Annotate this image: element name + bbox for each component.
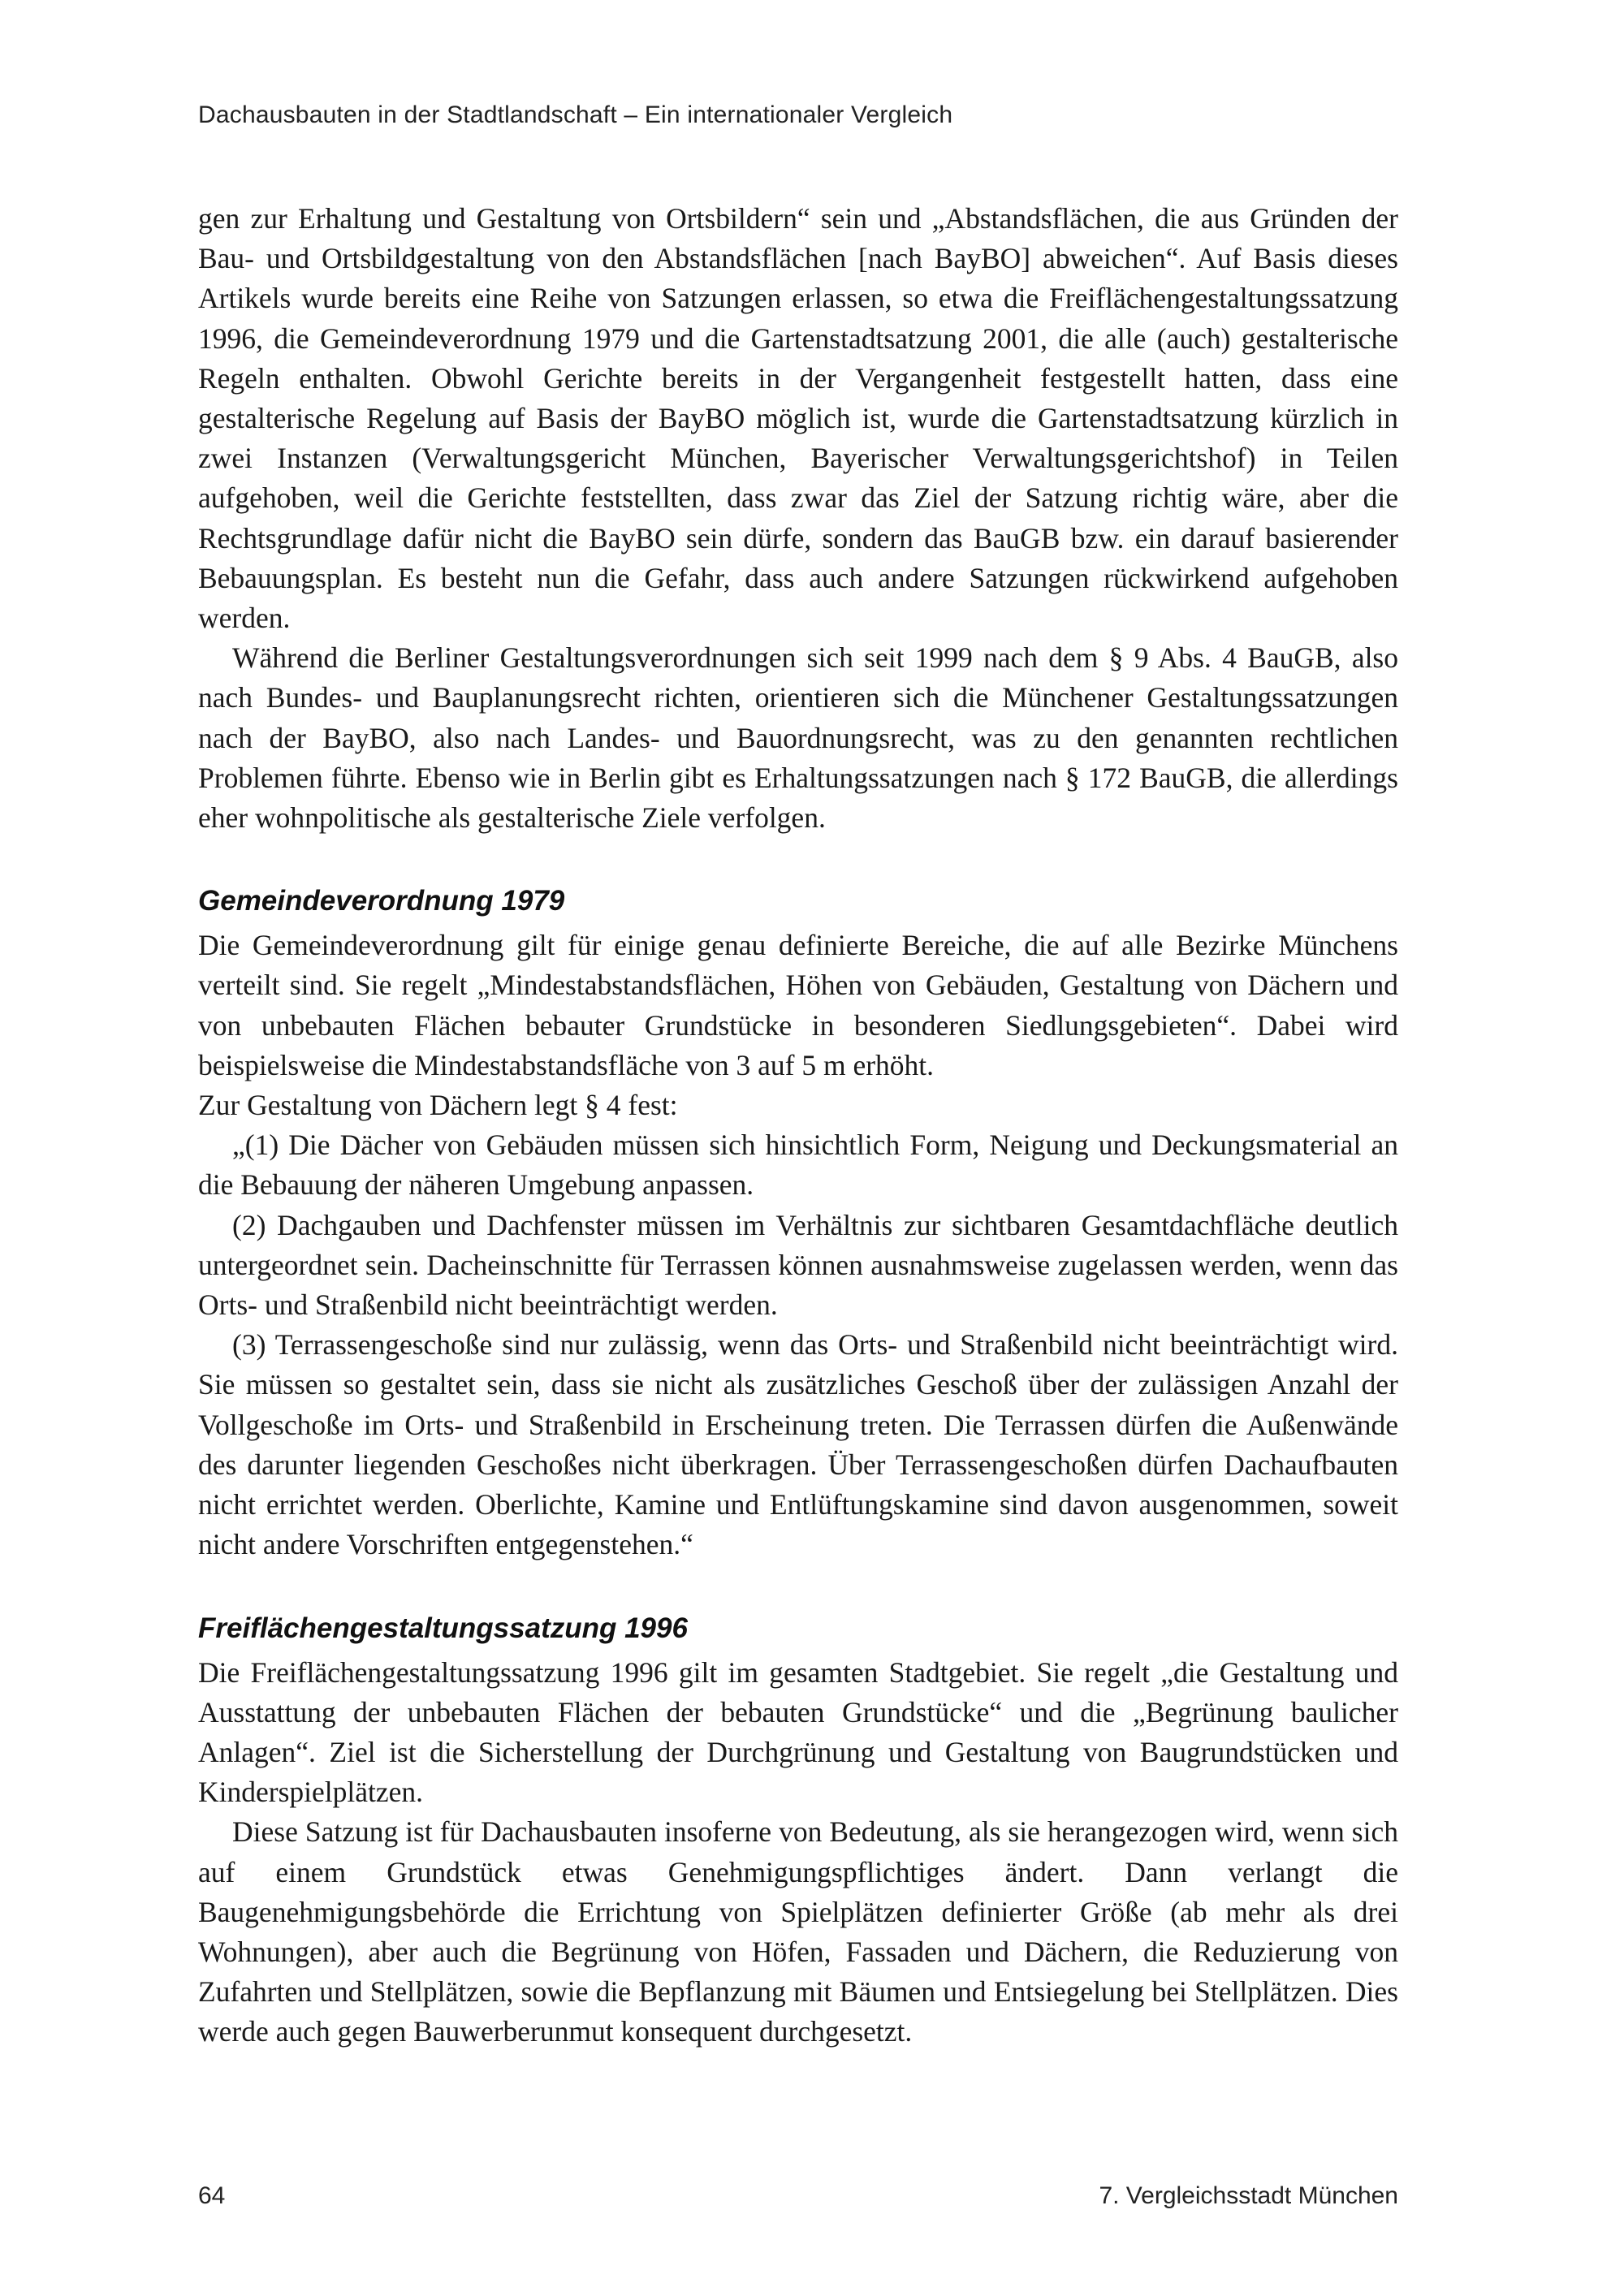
running-header: Dachausbauten in der Stadtlandschaft – Ein internationaler Vergleich [198, 101, 953, 128]
section-heading-freiflaechengestaltungssatzung: Freiflächengestaltungssatzung 1996 [198, 1612, 688, 1644]
quote-paragraph: (3) Terrassengeschoße sind nur zulässig, wenn das Orts- und Straßenbild nicht beeinträchtigt wird. Sie müssen so gestaltet sein, dass sie nicht als zusätzliches Geschoß über der zulässigen Anzahl der Vollgeschoße im Orts- und Straßenbild in Erscheinung treten. Die Terrassen dürfen die Außenwände des darunter liegenden Geschoßes nicht überkragen. Über Terrassengeschoßen dürfen Dachaufbauten nicht errichtet werden. Oberlichte, Kamine und Entlüftungskamine sind davon ausgenommen, soweit nicht andere Vorschriften entgegenstehen.“ [198, 1328, 1398, 1561]
paragraph: Diese Satzung ist für Dachausbauten insoferne von Bedeutung, als sie herangezogen wird, wenn sich auf einem Grundstück etwas Genehmigungspflichtiges ändert. Dann verlangt die Baugenehmigungsbehörde die Errichtung von Spielplätzen definierter Größe (ab mehr als drei Wohnungen), aber auch die Begrünung von Höfen, Fassaden und Dächern, die Reduzierung von Zufahrten und Stellplätzen, sowie die Bepflanzung mit Bäumen und Entsiegelung bei Stellplätzen. Dies werde auch gegen Bauwerberunmut konsequent durchgesetzt. [198, 1815, 1398, 2048]
paragraph: Zur Gestaltung von Dächern legt § 4 fest: [198, 1089, 678, 1122]
section-heading-gemeindeverordnung: Gemeindeverordnung 1979 [198, 885, 565, 917]
quote-paragraph: (2) Dachgauben und Dachfenster müssen im Verhältnis zur sichtbaren Gesamtdachfläche deutlich untergeordnet sein. Dacheinschnitte für Terrassen können ausnahmsweise zugelassen werden, wenn das Orts- und Straßenbild nicht beeinträchtigt werden. [198, 1208, 1398, 1322]
paragraph: Während die Berliner Gestaltungsverordnungen sich seit 1999 nach dem § 9 Abs. 4 BauGB, also nach Bundes- und Bauplanungsrecht richten, orientieren sich die Münchener Gestaltungssatzungen nach der BayBO, also nach Landes- und Bauordnungsrecht, was zu den genannten rechtlichen Problemen führte. Ebenso wie in Berlin gibt es Erhaltungssatzungen nach § 172 BauGB, die allerdings eher wohnpolitische als gestalterische Ziele verfolgen. [198, 641, 1398, 835]
chapter-title: 7. Vergleichsstadt München [1099, 2182, 1398, 2209]
paragraph: Die Gemeindeverordnung gilt für einige genau definierte Bereiche, die auf alle Bezirke Münchens verteilt sind. Sie regelt „Mindestabstandsflächen, Höhen von Gebäuden, Gestaltung von Dächern und von unbebauten Flächen bebauter Grundstücke in besonderen Siedlungsgebieten“. Dabei wird beispielsweise die Mindestabstandsfläche von 3 auf 5 m erhöht. [198, 929, 1398, 1081]
paragraph: gen zur Erhaltung und Gestaltung von Ortsbildern“ sein und „Abstandsflächen, die aus Gründen der Bau- und Ortsbildgestaltung von den Abstandsflächen [nach BayBO] abweichen“. Auf Basis dieses Artikels wurde bereits eine Reihe von Satzungen erlassen, so etwa die Freiflächengestaltungssatzung 1996, die Gemeindeverordnung 1979 und die Gartenstadtsatzung 2001, die alle (auch) gestalterische Regeln enthalten. Obwohl Gerichte bereits in der Vergangenheit festgestellt hatten, dass eine gestalterische Regelung auf Basis der BayBO möglich ist, wurde die Gartenstadtsatzung kürzlich in zwei Instanzen (Verwaltungsgericht München, Bayerischer Verwaltungsgerichtshof) in Teilen aufgehoben, weil die Gerichte feststellten, dass zwar das Ziel der Satzung richtig wäre, aber die Rechtsgrundlage dafür nicht die BayBO sein dürfe, sondern das BauGB bzw. ein darauf basierender Bebauungsplan. Es besteht nun die Gefahr, dass auch andere Satzungen rückwirkend aufgehoben werden. [198, 202, 1398, 635]
body-text [198, 199, 1398, 2052]
quote-paragraph: „(1) Die Dächer von Gebäuden müssen sich hinsichtlich Form, Neigung und Deckungsmaterial an die Bebauung der näheren Umgebung anpassen. [198, 1129, 1398, 1202]
paragraph: Die Freiflächengestaltungssatzung 1996 gilt im gesamten Stadtgebiet. Sie regelt „die Gestaltung und Ausstattung der unbebauten Flächen der bebauten Grundstücke“ und die „Begrünung baulicher Anlagen“. Ziel ist die Sicherstellung der Durchgrünung und Gestaltung von Baugrundstücken und Kinderspielplätzen. [198, 1655, 1398, 1809]
page-number: 64 [198, 2182, 226, 2209]
